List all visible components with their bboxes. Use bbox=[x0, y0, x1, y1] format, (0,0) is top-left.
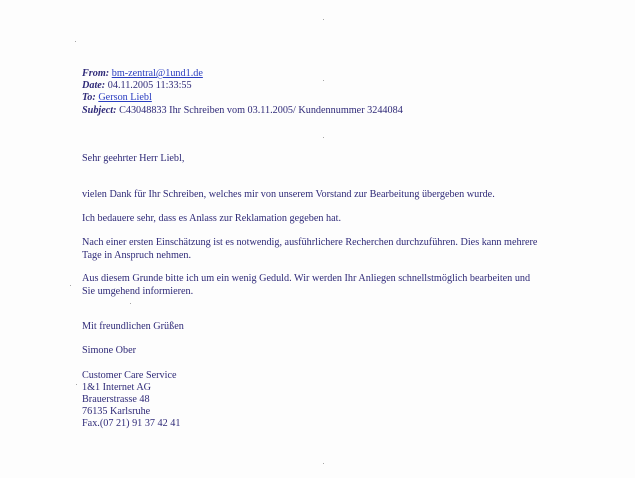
signature-company: 1&1 Internet AG bbox=[82, 381, 152, 393]
signature-fax: Fax.(07 21) 91 37 42 41 bbox=[82, 417, 181, 429]
scan-speck bbox=[70, 285, 71, 286]
paragraph-thanks: vielen Dank für Ihr Schreiben, welches mir von unserem Vorstand zur Bearbeitung übergeben wurde. bbox=[82, 189, 495, 200]
paragraph-research-line1: Nach einer ersten Einschätzung ist es notwendig, ausführlichere Recherchen durchzuführen. Dies kann mehrere bbox=[82, 237, 538, 248]
paragraph-regret: Ich bedauere sehr, dass es Anlass zur Reklamation gegeben hat. bbox=[82, 213, 341, 224]
scan-speck bbox=[76, 384, 77, 385]
subject-value: C43048833 Ihr Schreiben vom 03.11.2005/ Kundennummer 3244084 bbox=[119, 104, 403, 116]
date-row bbox=[82, 80, 403, 92]
date-label: Date: bbox=[82, 80, 106, 92]
scan-speck bbox=[323, 463, 324, 464]
signer-name: Simone Ober bbox=[82, 345, 137, 356]
scan-speck bbox=[323, 137, 324, 138]
to-recipient-link[interactable]: Gerson Liebl bbox=[98, 92, 152, 104]
closing: Mit freundlichen Grüßen bbox=[82, 321, 184, 332]
email-header bbox=[82, 68, 403, 117]
scan-speck bbox=[75, 41, 76, 42]
subject-row bbox=[82, 105, 403, 117]
from-label: From: bbox=[82, 68, 110, 79]
signature-block bbox=[82, 370, 180, 430]
scan-speck bbox=[323, 19, 324, 20]
paragraph-patience-line1: Aus diesem Grunde bitte ich um ein wenig Geduld. Wir werden Ihr Anliegen schnellstmöglich bearbeiten und bbox=[82, 273, 531, 284]
scan-speck bbox=[130, 303, 131, 304]
to-row bbox=[82, 92, 403, 104]
paragraph-research-line2: Tage in Anspruch nehmen. bbox=[82, 250, 192, 261]
from-email-link[interactable]: bm-zentral@1und1.de bbox=[111, 68, 203, 79]
signature-city: 76135 Karlsruhe bbox=[82, 405, 151, 417]
scan-speck bbox=[323, 80, 324, 81]
date-value: 04.11.2005 11:33:55 bbox=[107, 80, 192, 92]
subject-label: Subject: bbox=[82, 104, 117, 116]
signature-street: Brauerstrasse 48 bbox=[82, 393, 150, 405]
signature-department: Customer Care Service bbox=[82, 370, 177, 381]
salutation: Sehr geehrter Herr Liebl, bbox=[82, 153, 185, 164]
to-label: To: bbox=[82, 92, 96, 104]
paragraph-patience-line2: Sie umgehend informieren. bbox=[82, 286, 194, 297]
from-row bbox=[82, 68, 403, 80]
